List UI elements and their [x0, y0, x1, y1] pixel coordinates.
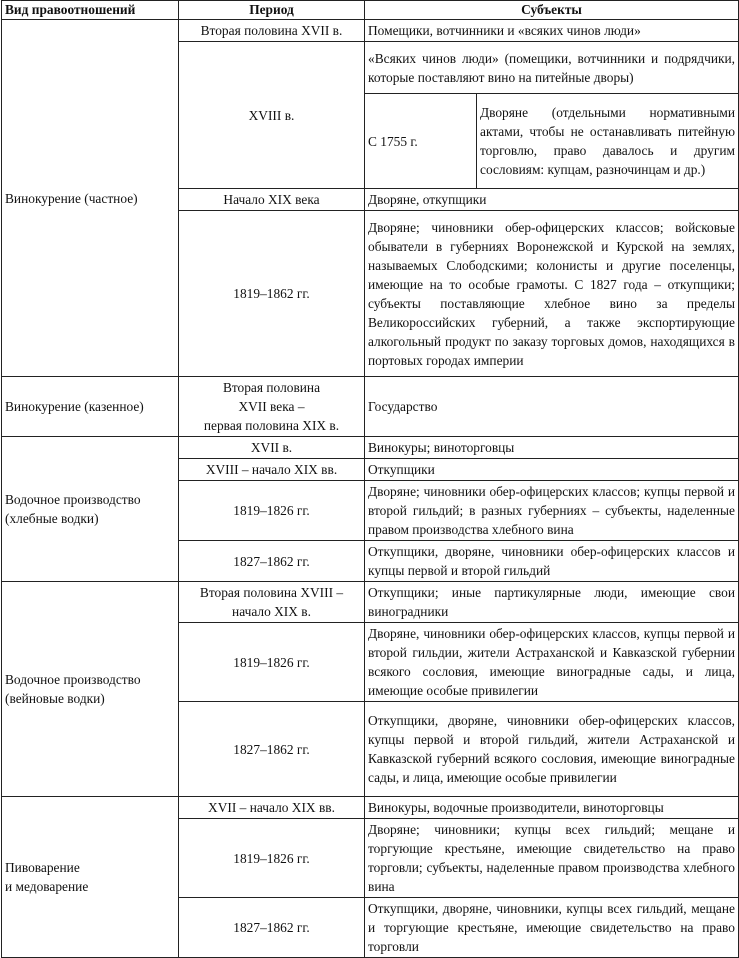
table-row	[2, 437, 739, 459]
period-cell: 1819–1826 гг.	[179, 819, 365, 898]
subjects-cell: Винокуры, водочные производители, виноторговцы	[365, 797, 739, 819]
subjects-cell: «Всяких чинов люди» (помещики, вотчинники и подрядчики, которые поставляют вино на питейные дворы)	[365, 42, 739, 94]
subjects-cell: Дворяне, чиновники обер-офицерских классов, купцы первой и второй гильдии, жители Астраханской и Кавказской губернии всякого сословия, имеющие виноградные сады, и лица, имеющие особые привилегии	[365, 623, 739, 702]
period-cell: 1819–1826 гг.	[179, 481, 365, 541]
header-subjects: Субъекты	[365, 1, 739, 20]
table-row	[2, 797, 739, 819]
kind-cell: Винокурение (частное)	[2, 20, 179, 377]
subjects-cell: Откупщики	[365, 459, 739, 481]
kind-cell	[2, 582, 179, 797]
period-line: первая половина XIX в.	[203, 418, 340, 433]
table-row	[2, 20, 739, 42]
period-cell: 1827–1862 гг.	[179, 541, 365, 582]
subjects-cell: Дворяне; чиновники обер-офицерских классов; войсковые обыватели в губерниях Воронежской и Курской на землях, называемых Слободскими; колонисты и другие поселенцы, имеющие на то особые грамоты. С 1827 года – откупщики; субъекты поставляющие хлебное вино за пределы Великороссийских губерний, а также экспортирующие алкогольный продукт по заказу торговых домов, находящихся в портовых городах империи	[365, 211, 739, 377]
subjects-cell: Государство	[365, 377, 739, 437]
table-header-row	[2, 1, 739, 20]
period-cell: 1819–1826 гг.	[179, 623, 365, 702]
subjects-cell: Дворяне; чиновники обер-офицерских классов; купцы первой и второй гильдий; в разных губерниях – субъекты, наделенные правом производства хлебного вина	[365, 481, 739, 541]
period-line: XVII века –	[238, 399, 305, 414]
kind-line: Водочное производство	[5, 492, 141, 507]
legal-relations-table	[1, 0, 739, 958]
period-cell	[179, 582, 365, 623]
kind-line: Водочное производство	[5, 672, 141, 687]
kind-line: и медоварение	[5, 879, 89, 894]
header-type: Вид правоотношений	[2, 1, 179, 20]
subjects-cell: Откупщики, дворяне, чиновники, купцы всех гильдий, мещане и торгующие крестьяне, имеющие свидетельство на право торговли	[365, 898, 739, 958]
period-cell: XVII – начало XIX вв.	[179, 797, 365, 819]
subjects-cell: Помещики, вотчинники и «всяких чинов люди»	[365, 20, 739, 42]
header-period: Период	[179, 1, 365, 20]
table-row	[2, 582, 739, 623]
period-cell: XVIII – начало XIX вв.	[179, 459, 365, 481]
period-cell: XVII в.	[179, 437, 365, 459]
kind-line: Пивоварение	[5, 860, 80, 875]
period-cell: 1827–1862 гг.	[179, 898, 365, 958]
subjects-cell: Дворяне, откупщики	[365, 189, 739, 211]
subjects-cell: Откупщики; иные партикулярные люди, имеющие свои виноградники	[365, 582, 739, 623]
subperiod-cell: С 1755 г.	[365, 94, 477, 189]
kind-line: (вейновые водки)	[5, 691, 105, 706]
table-row	[2, 377, 739, 437]
period-cell: 1827–1862 гг.	[179, 702, 365, 797]
kind-line: (хлебные водки)	[5, 511, 99, 526]
period-cell: Вторая половина XVII в.	[179, 20, 365, 42]
period-line: Вторая половина	[222, 380, 321, 395]
subjects-cell: Винокуры; виноторговцы	[365, 437, 739, 459]
kind-cell: Винокурение (казенное)	[2, 377, 179, 437]
period-cell	[179, 377, 365, 437]
subjects-cell: Дворяне (отдельными нормативными актами, чтобы не останавливать питейную торговлю, право давалось и другим сословиям: купцам, разночинцам и др.)	[477, 94, 739, 189]
period-line: Вторая половина XVIII –	[199, 585, 344, 600]
subjects-cell: Дворяне; чиновники; купцы всех гильдий; мещане и торгующие крестьяне, имеющие свидетельство на право торговли; субъекты, наделенные правом производства хлебного вина	[365, 819, 739, 898]
period-cell: XVIII в.	[179, 42, 365, 189]
period-line: начало XIX в.	[232, 604, 311, 619]
subjects-cell: Откупщики, дворяне, чиновники обер-офицерских классов, купцы первой и второй гильдий, жители Астраханской и Кавказской губерний всякого сословия, имеющие виноградные сады, и лица, имеющие особые привилегии	[365, 702, 739, 797]
kind-cell	[2, 797, 179, 958]
subjects-cell: Откупщики, дворяне, чиновники обер-офицерских классов и купцы первой и второй гильдий	[365, 541, 739, 582]
period-cell: 1819–1862 гг.	[179, 211, 365, 377]
period-cell: Начало XIX века	[179, 189, 365, 211]
kind-cell	[2, 437, 179, 582]
